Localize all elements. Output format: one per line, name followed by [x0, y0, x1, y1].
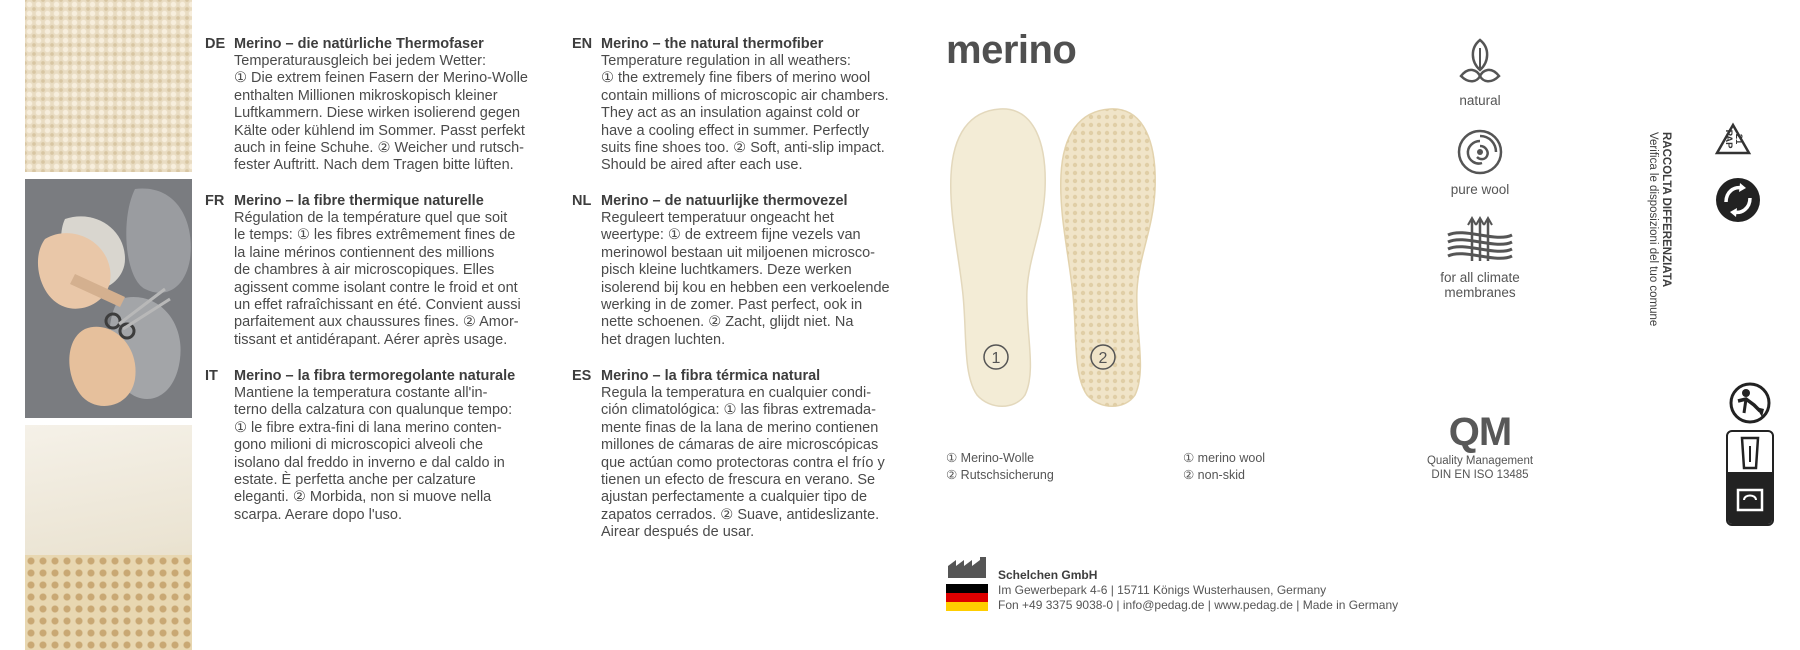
feature-label: pure wool — [1450, 182, 1510, 197]
company-address: Im Gewerbepark 4-6 | 15711 Königs Wusterhausen, Germany — [998, 583, 1327, 597]
section-title: Merino – de natuurlijke thermovezel — [601, 193, 848, 209]
company-name: Schelchen GmbH — [998, 568, 1098, 582]
membrane-icon — [1444, 215, 1516, 265]
legend-en — [1183, 450, 1265, 484]
recycling-code-icon — [1714, 122, 1752, 160]
pure-wool-icon — [1455, 127, 1505, 177]
feature-pure-wool — [1415, 127, 1545, 197]
section-title: Merino – la fibra térmica natural — [601, 368, 821, 384]
recycling-note — [1646, 132, 1672, 372]
anti-slip-dots — [25, 555, 192, 650]
section-title: Merino – la fibra termoregolante naturale — [234, 368, 516, 384]
section-text: Mantiene la temperatura costante all'in- terno della calzatura con qualunque tempo: ① le fibre extra-fini di lana merino conten- gono milioni di microscopici alveoli che isolano dal freddo in inverno e dal caldo in estate. È perfetta anche per calzature eleganti. ② Morbida, non si muove nella scarpa. Aerare dopo l'uso. — [234, 385, 513, 523]
recycling-code-letters: PAP — [1723, 129, 1734, 149]
section-code: EN — [572, 36, 593, 52]
feature-natural — [1415, 36, 1545, 108]
feature-membranes — [1415, 215, 1545, 300]
company-info — [998, 568, 1398, 613]
insole-bottom-side — [1055, 105, 1165, 410]
section-text: Regula la temperatura en cualquier condi- ción climatológica: ① las fibras extremada- mente finas de la lana de merino contienen millones de cámaras de aire microscópicas que actúan como protectoras contra el frío y tienen un efecto de frescura en verano. Se ajustan perfectamente a cualquier tipo de zapatos cerrados. ② Suave, antideslizante. Airear después de usar. — [601, 385, 885, 541]
factory-icon — [948, 557, 986, 578]
qm-logo: QM — [1448, 410, 1512, 454]
company-footer-graphics — [946, 556, 988, 612]
insole-cutting-photo — [25, 179, 192, 418]
legend-de — [946, 450, 1054, 484]
insole-label-2: 2 — [1098, 350, 1108, 367]
qm-line-1: Quality Management — [1426, 455, 1534, 467]
legend-item: ② non-skid — [1183, 468, 1245, 482]
section-text: Temperaturausgleich bei jedem Wetter: ① Die extrem feinen Fasern der Merino-Wolle enthalten Millionen mikroskopisch kleiner Luftkammern. Diese wirken isolierend gegen Kälte oder kühlend im Sommer. Passt perfekt auch in feine Schuhe. ② Weicher und rutsch- fester Auftritt. Nach dem Tragen bitte lüften. — [234, 53, 528, 174]
section-title: Merino – the natural thermofiber — [601, 36, 824, 52]
wool-dots-photo — [25, 425, 192, 650]
leaf-icon — [1457, 36, 1503, 88]
section-text: Reguleert temperatuur ongeacht het weertype: ① de extreem fijne vezels van merinowol bestaan uit miljoenen microsco- pisch kleine luchtkamers. Deze werken isolerend bij kou en hebben een verkoelende werking in de zomer. Past perfect, ook in nette schoenen. ② Zacht, glijdt niet. Na het dragen luchten. — [601, 210, 890, 348]
section-code: IT — [205, 368, 218, 384]
brand-title: merino — [946, 28, 1077, 72]
legend-item: ② Rutschsicherung — [946, 468, 1054, 482]
recycling-code-number: 21 — [1733, 133, 1744, 145]
qm-line-2: DIN EN ISO 13485 — [1431, 469, 1529, 481]
insole-top-side — [945, 105, 1055, 410]
legend-item: ① Merino-Wolle — [946, 451, 1035, 465]
company-contact: Fon +49 3375 9038-0 | info@pedag.de | www.pedag.de | Made in Germany — [998, 598, 1399, 612]
section-title: Merino – die natürliche Thermofaser — [234, 36, 484, 52]
insole-label-1: 1 — [991, 350, 1001, 367]
section-code: NL — [572, 193, 592, 209]
section-title: Merino – la fibre thermique naturelle — [234, 193, 484, 209]
recycling-text: Verifica le disposizioni del tuo comune — [1647, 132, 1659, 327]
section-it — [205, 368, 545, 524]
section-code: DE — [205, 36, 226, 52]
section-nl — [572, 193, 912, 349]
quality-management — [1410, 410, 1550, 482]
section-es — [572, 368, 912, 542]
feature-label: for all climate membranes — [1440, 270, 1520, 300]
german-flag-icon — [946, 584, 988, 611]
legend-item: ① merino wool — [1183, 451, 1266, 465]
section-text: Temperature regulation in all weathers: ① the extremely fine fibers of merino wool contain millions of microscopic air chambers. They act as an insulation against cold or have a cooling effect in summer. Perfectly suits fine shoes too. ② Soft, anti-slip impact. Should be aired after each use. — [601, 53, 889, 174]
section-en — [572, 36, 912, 175]
recycle-icon — [1714, 176, 1762, 224]
wool-texture-photo — [25, 0, 192, 172]
section-code: ES — [572, 368, 592, 384]
recycling-title: RACCOLTA DIFFERENZIATA — [1660, 132, 1672, 288]
section-de — [205, 36, 545, 175]
section-text: Régulation de la température quel que soit le temps: ① les fibres extrêmement fines de la laine mérinos contiennent des millions de chambres à air microscopiques. Elles agissent comme isolant contre le froid et ont un effet rafraîchissant en été. Convient aussi parfaitement aux chaussures fines. ② Amor- tissant et antidérapant. Aérer après usage. — [234, 210, 521, 348]
section-code: FR — [205, 193, 225, 209]
paper-disposal-icon — [1726, 430, 1774, 526]
section-fr — [205, 193, 545, 349]
tidyman-icon — [1728, 381, 1772, 425]
feature-label: natural — [1459, 93, 1501, 108]
